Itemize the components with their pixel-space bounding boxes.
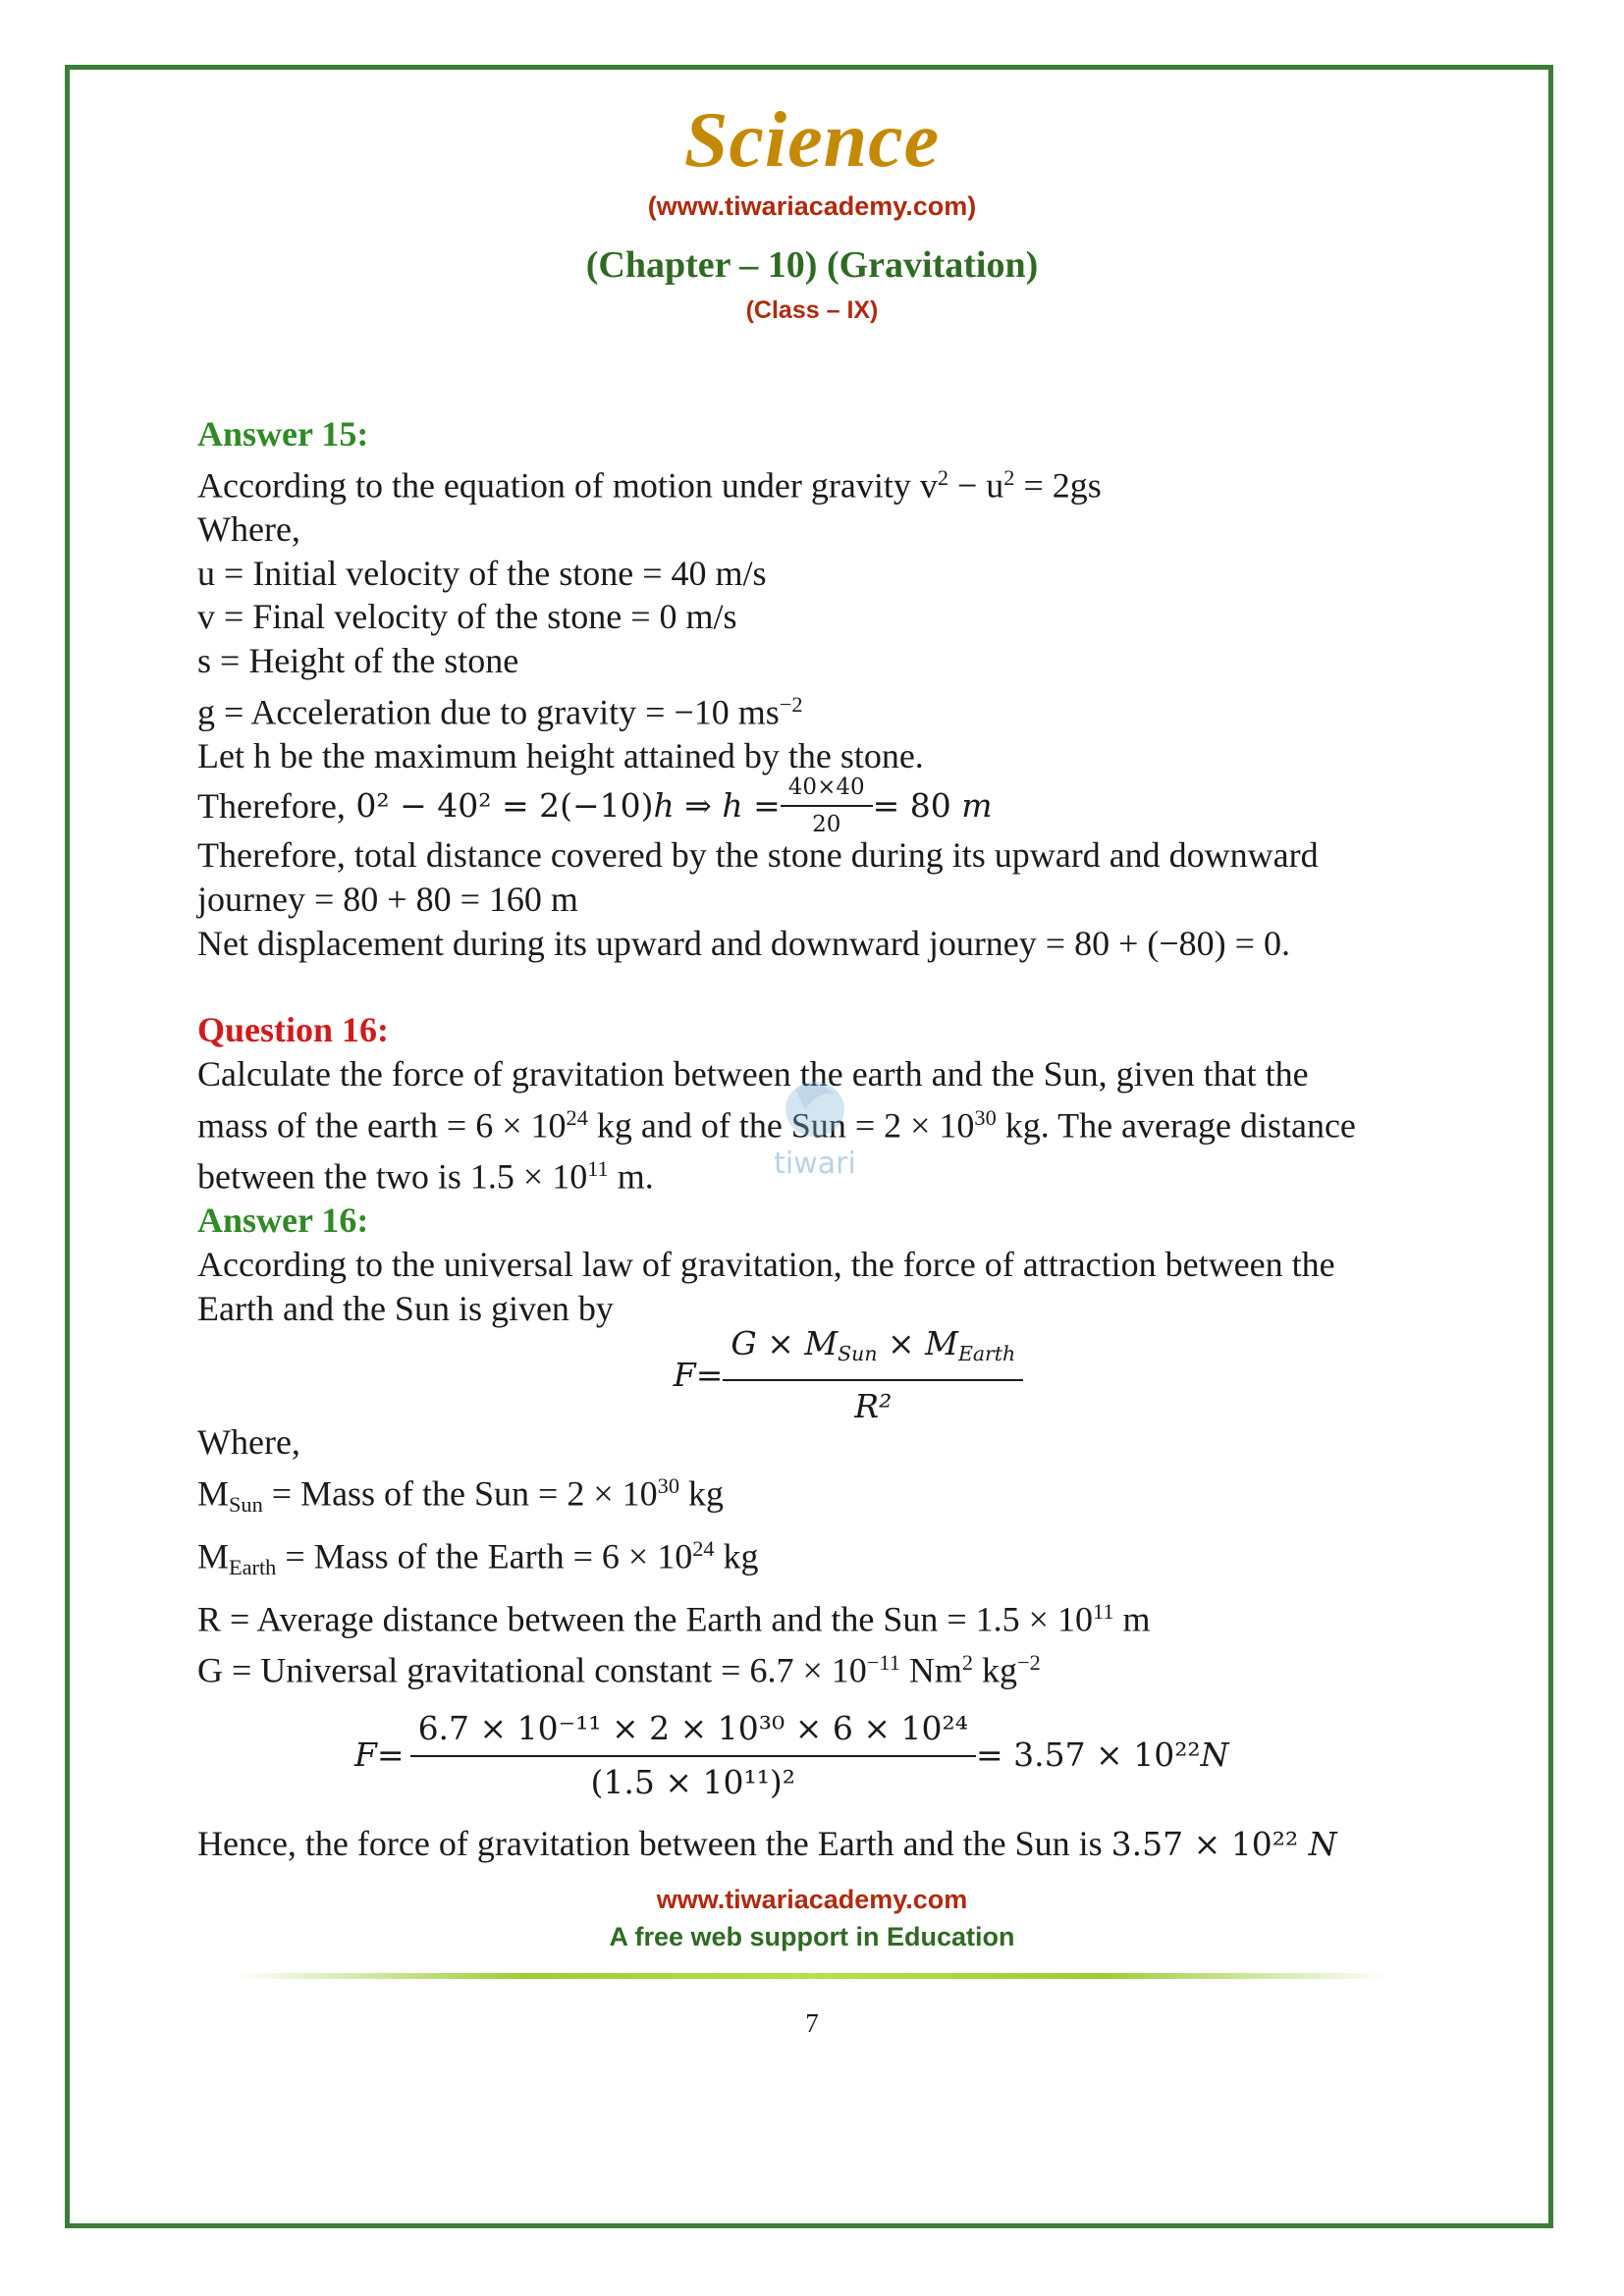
force-fraction: $\frac{\text{6.7 × 10⁻¹¹ × 2 × 10³⁰ × 6 × 10²⁴}}{\text{(1.5 × 10¹¹)²}}$: [410, 1707, 976, 1805]
chapter-heading: (Chapter – 10) (Gravitation): [585, 244, 1039, 286]
gravitation-fraction: $\frac{G \times M_{Sun} \times M_{Earth}}{\text{R²}}$: [723, 1322, 1023, 1430]
height-equation-math: 0² − 40² = 2(−10)h ⇒ h =: [355, 785, 781, 825]
question-16-line-1: Calculate the force of gravitation between the earth and the Sun, given that the: [197, 1054, 1309, 1095]
max-height-line: Let h be the maximum height attained by the stone.: [197, 736, 924, 776]
height-equation: Therefore, 0² − 40² = 2(−10)h ⇒ h = $\frac{40\times 40}{20}$ = 80 m: [197, 774, 993, 837]
tiwari-watermark-logo: [756, 1070, 874, 1188]
gravitational-constant-line: G = Universal gravitational constant = $6.7 \times 10^{-11}$ Nm$^2$ $kg^{-2}$: [197, 1649, 1041, 1690]
final-velocity-line: v = Final velocity of the stone = 0 m/s: [197, 597, 737, 637]
where-label: Where,: [197, 508, 300, 549]
header-website: (www.tiwariacademy.com): [647, 191, 977, 221]
answer-16-heading: Answer 16:: [197, 1201, 369, 1241]
mass-sun-line: $M_{Sun}$ = Mass of the Sun = $2 \times 10^{30}$ kg: [197, 1473, 724, 1518]
answer-15-intro: According to the equation of motion under gravity $v^2 - u^2 = 2gs$: [197, 464, 1102, 506]
footer-divider: [236, 1973, 1389, 1979]
net-displacement-line: Net displacement during its upward and downward journey = 80 + (−80) = 0.: [197, 923, 1290, 963]
force-calculation: F = $\frac{\text{6.7 × 10⁻¹¹ × 2 × 10³⁰ × 6 × 10²⁴}}{\text{(1.5 × 10¹¹)²}}$ = 3.57 × 10²² N: [197, 1698, 1431, 1814]
question-16-heading: Question 16:: [197, 1010, 390, 1050]
question-16-line-2: mass of the earth = $6 \times 10^{24}$ kg and of the Sun = $2 \times 10^{30}$ kg. The average distance: [197, 1104, 1356, 1146]
height-line: s = Height of the stone: [197, 641, 519, 681]
page-number: 7: [805, 2008, 819, 2038]
class-label: (Class – IX): [745, 296, 879, 324]
answer-16-line-2: Earth and the Sun is given by: [197, 1288, 614, 1328]
footer-website: www.tiwariacademy.com: [656, 1885, 968, 1914]
answer-16-line-1: According to the universal law of gravitation, the force of attraction between the: [197, 1244, 1335, 1284]
watermark-text: tiwari: [774, 1147, 856, 1181]
height-fraction: $\frac{40\times 40}{20}$: [781, 774, 873, 838]
footer-tagline: A free web support in Education: [609, 1922, 1015, 1951]
conclusion-line: Hence, the force of gravitation between the Earth and the Sun is 3.57 × 10²² N: [197, 1823, 1337, 1863]
question-16-line-3: between the two is $1.5 \times 10^{11}$ m.: [197, 1155, 654, 1197]
initial-velocity-line: u = Initial velocity of the stone = 40 m/s: [197, 553, 767, 593]
page-title: Science: [683, 97, 941, 184]
gravitation-formula: F = $\frac{G \times M_{Sun} \times M_{Earth}}{\text{R²}}$: [197, 1330, 1431, 1420]
distance-line: R = Average distance between the Earth and the Sun = $1.5 \times 10^{11}$ m: [197, 1598, 1151, 1638]
total-distance-line-1: Therefore, total distance covered by the stone during its upward and downward: [197, 834, 1319, 875]
where-label-2: Where,: [197, 1422, 300, 1463]
mass-earth-line: $M_{Earth}$ = Mass of the Earth = $6 \times 10^{24}$ kg: [197, 1535, 759, 1579]
total-distance-line-2: journey = 80 + 80 = 160 m: [197, 879, 578, 919]
answer-15-heading: Answer 15:: [197, 414, 369, 454]
gravity-line: g = Acceleration due to gravity = −10 $ms^{-2}$: [197, 692, 803, 732]
